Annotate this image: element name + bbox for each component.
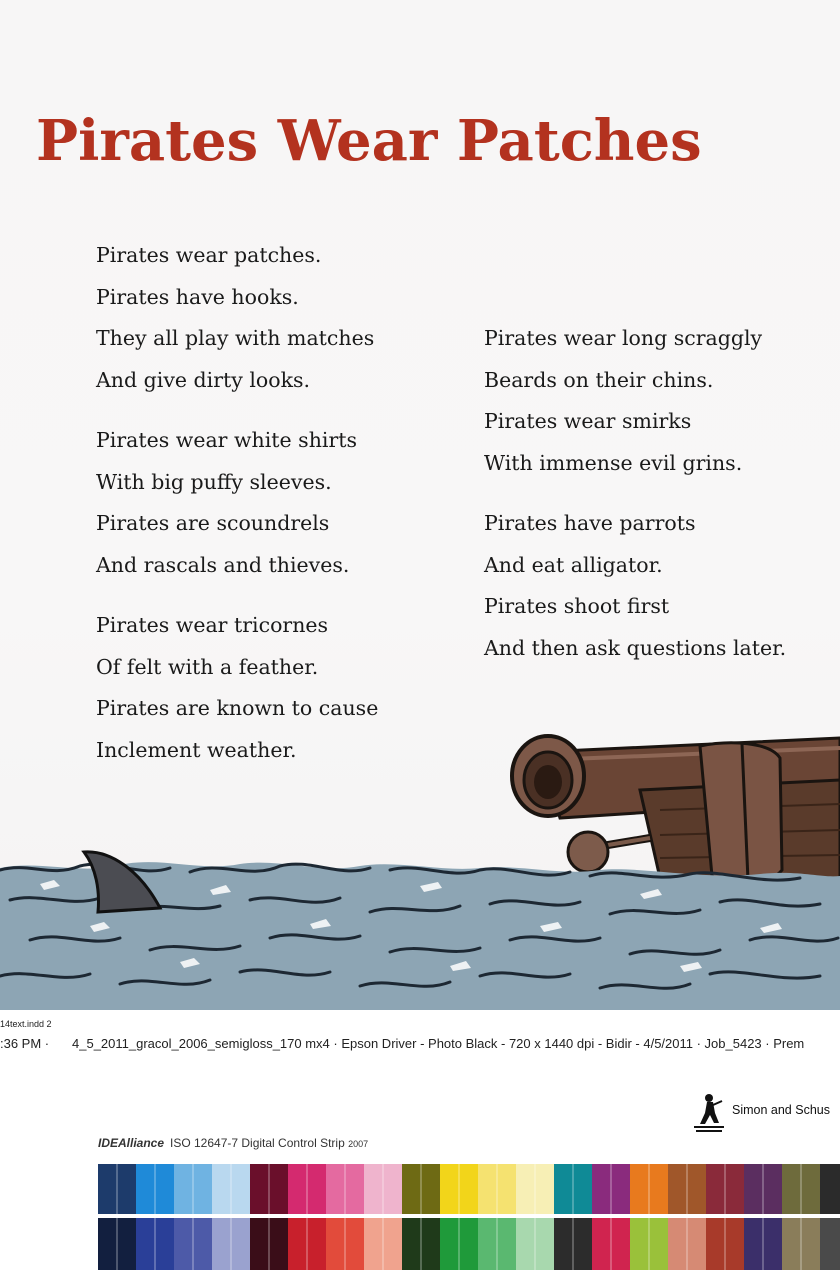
- poem-line: And then ask questions later.: [484, 635, 787, 660]
- poem-line: Of felt with a feather.: [96, 654, 319, 679]
- poem-line: Beards on their chins.: [484, 367, 714, 392]
- sower-logo-icon: [692, 1093, 726, 1135]
- print-file-name: 14text.indd 2: [0, 1019, 52, 1029]
- control-strip-year: 2007: [348, 1139, 369, 1149]
- color-control-strip: [98, 1158, 840, 1276]
- poem-line: And rascals and thieves.: [96, 552, 350, 577]
- publisher-name: Simon and Schus: [732, 1103, 830, 1117]
- poem-line: Inclement weather.: [96, 737, 297, 762]
- poem-line: Pirates are scoundrels: [96, 511, 330, 535]
- publisher-mark: [692, 1093, 840, 1135]
- page-title: Pirates Wear Patches: [36, 108, 702, 174]
- poem-line: With big puffy sleeves.: [96, 469, 332, 494]
- poem-line: With immense evil grins.: [484, 450, 743, 475]
- poem-right-column: [484, 318, 786, 669]
- poem-line: Pirates have parrots: [484, 511, 696, 535]
- poem-line: Pirates wear tricornes: [96, 613, 329, 637]
- poem-line: They all play with matches: [96, 326, 375, 350]
- color-patches: [98, 1158, 840, 1276]
- poem-line: Pirates wear patches.: [96, 243, 322, 267]
- print-job-details: 4_5_2011_gracol_2006_semigloss_170 mx4 · Epson Driver - Photo Black - 720 x 1440 dpi - Bidir - 4/5/2011 · Job_5423 · Prem: [72, 1036, 805, 1051]
- poem-line: Pirates are known to cause: [96, 696, 379, 720]
- poem-line: Pirates wear smirks: [484, 409, 692, 433]
- control-strip-title: ISO 12647-7 Digital Control Strip: [170, 1136, 345, 1150]
- print-time: :36 PM ·: [0, 1036, 50, 1051]
- idealliance-logo: IDEAlliance: [98, 1136, 165, 1150]
- cannon-image: [512, 736, 840, 885]
- poem-line: Pirates shoot first: [484, 594, 670, 618]
- poem-left-column: [96, 235, 378, 771]
- poem-line: Pirates have hooks.: [96, 284, 299, 309]
- poem-line: And give dirty looks.: [96, 367, 311, 392]
- poem-line: Pirates wear white shirts: [96, 428, 358, 452]
- poem-line: And eat alligator.: [484, 552, 663, 577]
- sea-cannon-illustration: [0, 700, 840, 1010]
- control-strip-label: [170, 1136, 368, 1150]
- poem-line: Pirates wear long scraggly: [484, 326, 763, 350]
- control-strip-header: [98, 1136, 840, 1156]
